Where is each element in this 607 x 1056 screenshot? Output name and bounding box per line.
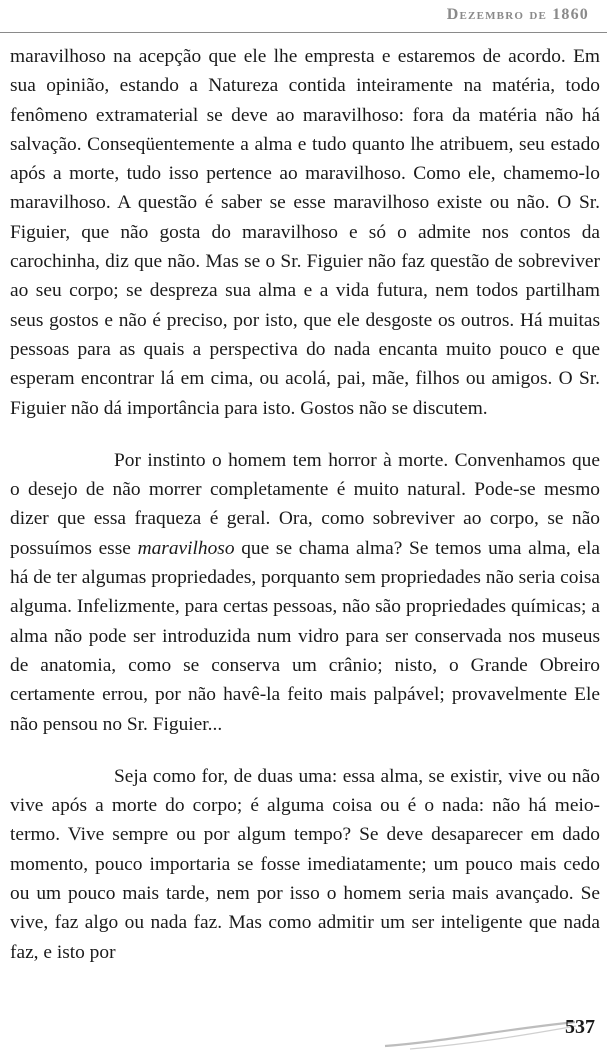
header-rule	[0, 32, 607, 33]
paragraph-2-italic: maravilhoso	[137, 537, 235, 559]
footer-swoosh-ornament	[380, 1012, 580, 1052]
paragraph-2-text-b: que se chama alma? Se temos uma alma, ela há de ter algumas propriedades, porquanto sem propriedades não seria coisa alguma. Infelizmente, para certas pessoas, não são propriedades químicas; a alma não pode ser introduzida num vidro para ser conservada nos museus de anatomia, como se conserva um crânio; nisto, o Grande Obreiro certamente errou, por não havê-la feito mais palpável; provavelmente Ele não pensou no Sr. Figuier...	[10, 537, 601, 735]
page-body	[10, 42, 600, 967]
page-number: 537	[565, 1016, 595, 1038]
paragraph-3: Seja como for, de duas uma: essa alma, se existir, vive ou não vive após a morte do corpo; é alguma coisa ou é o nada: não há meio-termo. Vive sempre ou por algum tempo? Se deve desaparecer em dado momento, pouco importaria se fosse imediatamente; um pouco mais cedo ou um pouco mais tarde, nem por isso o homem seria mais avançado. Se vive, faz algo ou nada faz. Mas como admitir um ser inteligente que nada faz, e isto por	[10, 765, 600, 963]
paragraph-2	[10, 446, 600, 739]
paragraph-2-text-a: Por instinto o homem tem horror à morte. Convenhamos que o desejo de não morrer completamente é muito natural. Pode-se mesmo dizer que essa fraqueza é geral. Ora, como sobreviver ao corpo, se não possuímos esse	[10, 449, 600, 559]
running-header: Dezembro de 1860	[446, 6, 589, 23]
paragraph-1: maravilhoso na acepção que ele lhe empresta e estaremos de acordo. Em sua opinião, estando a Natureza contida inteiramente na matéria, todo fenômeno extramaterial se deve ao maravilhoso: fora da matéria não há salvação. Conseqüentemente a alma e tudo quanto lhe atribuem, seu estado após a morte, tudo isso pertence ao maravilhoso. Como ele, chamemo-lo maravilhoso. A questão é saber se esse maravilhoso existe ou não. O Sr. Figuier, que não gosta do maravilhoso e só o admite nos contos da carochinha, diz que não. Mas se o Sr. Figuier não faz questão de sobreviver ao seu corpo; se despreza sua alma e a vida futura, nem todos partilham seus gostos e não é preciso, por isto, que ele desgoste os outros. Há muitas pessoas para as quais a perspectiva do nada encanta muito pouco e que esperam encontrar lá em cima, ou acolá, pai, mãe, filhos ou amigos. O Sr. Figuier não dá importância para isto. Gostos não se discutem.	[10, 46, 600, 419]
